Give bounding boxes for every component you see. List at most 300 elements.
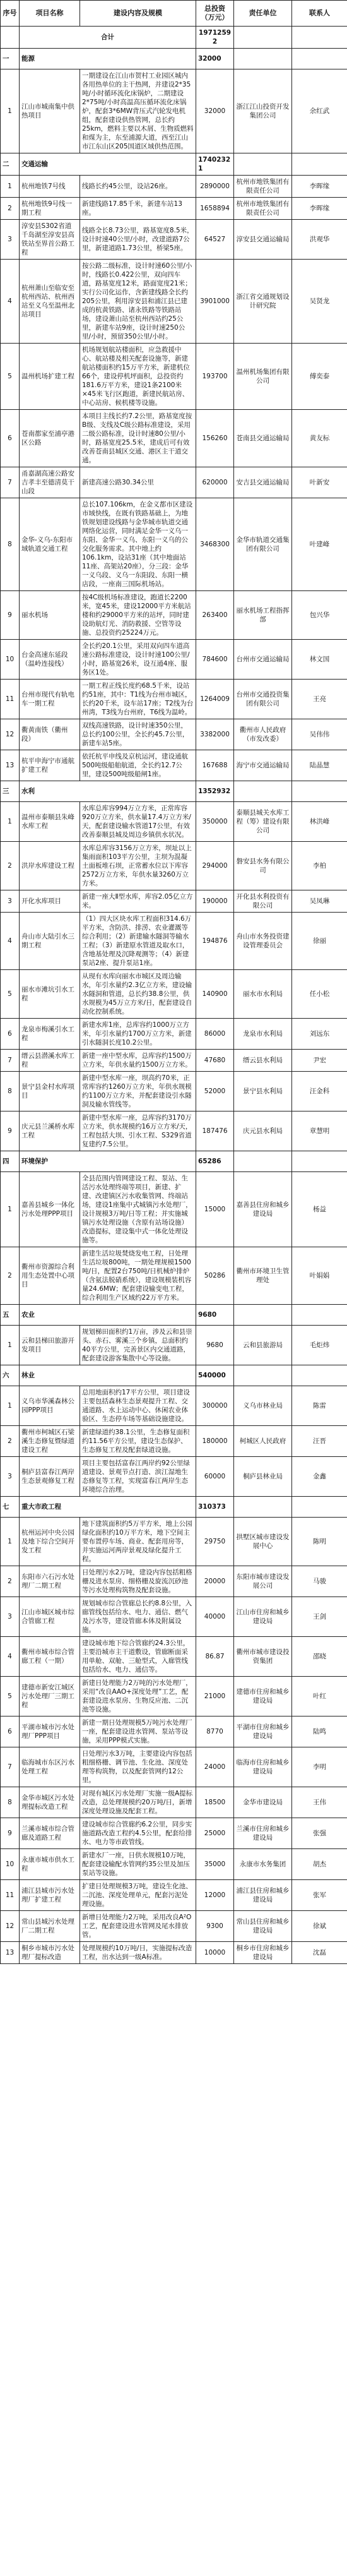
section-investment: 540000 [196,1365,234,1386]
section-row [1,153,347,176]
row-investment: 1658894 [196,198,234,220]
table-row [1,498,347,591]
row-content: 按4C级机场标准建设，跑道长2200米，宽45米，建设12000平方米航站楼和约29000平方米的站坪，同时建设助航灯光、消防救援、空管等设施、总投资约25224万元。 [80,591,196,640]
row-seq: 8 [1,1072,20,1111]
row-investment: 784600 [196,640,234,680]
row-investment: 294000 [196,842,234,890]
table-row [1,220,347,260]
row-investment: 29750 [196,1518,234,1566]
table-row [1,1326,347,1365]
header-investment: 总投资（万元） [196,1,234,27]
row-contact: 徐斌 [292,1911,347,1942]
row-investment: 1264009 [196,680,234,719]
section-row [1,1305,347,1326]
section-num: 五 [1,1305,20,1326]
section-unit-empty [234,1151,292,1172]
row-seq: 3 [1,890,20,913]
row-unit: 苍南县交通运输局 [234,410,292,467]
row-investment: 140900 [196,970,234,1019]
table-row [1,1787,347,1818]
row-seq: 1 [1,69,20,153]
row-content: 新建水厂一座，日供水规模10万吨，配套建设输配水管网约35公里及加压泵站等设施。 [80,1849,196,1880]
table-row [1,890,347,913]
row-contact: 张强 [292,1818,347,1849]
section-investment: 65286 [196,1151,234,1172]
section-title: 环境保护 [20,1151,196,1172]
row-seq: 13 [1,750,20,781]
row-seq: 9 [1,591,20,640]
table-row [1,198,347,220]
row-contact: 黄友标 [292,410,347,467]
section-num: 四 [1,1151,20,1172]
row-seq: 12 [1,719,20,750]
section-title: 能源 [20,49,196,69]
row-name: 丽水市滩坑引水工程 [20,970,80,1019]
row-unit: 舟山市水务投资建设管理委员会 [234,913,292,970]
row-unit: 丽水市水利局 [234,970,292,1019]
row-content: 按公路二级标准，设计时速60公里/小时，线路长0.422公里，双向四车道，路基宽度12米，路面宽度21米；实行公司化运作，含新建线路全长约205公里，利用淳安县和浦江县已建成的杭黄铁路、诸永铁路等铁路站场，建设萧山站至杭州西站约25公里，新建车站9座，设计时速250公里/小时，预留350公里/小时。 [80,260,196,344]
table-row [1,1716,347,1747]
row-seq: 11 [1,680,20,719]
row-content: 新建一座中型水库，总库容约1500万立方米，年供水量约1500万立方米。 [80,1050,196,1072]
table-row [1,1386,347,1426]
row-content: 一期工程正线长度约68.5千米，设站约51座，其中：T1线为台州市城区，长约20千米，设车站17座；T2线为台州湾，T3线为台州府，T6线为温岭。 [80,680,196,719]
row-content: 项目主要包括富春江两岸约92公里绿道建设、景观节点打造、滨江湿地生态修复等工程，实现富春江两岸生态环境综合治理。 [80,1457,196,1497]
section-contact-empty [292,1151,347,1172]
row-content: 依托杭平申线及京杭运河，建设通航500吨级船舶航道，全长约12.7公里，建设500吨级船闸1座。 [80,750,196,781]
row-name: 江山市城南集中供热项目 [20,69,80,153]
row-unit: 安吉县交通运输局 [234,467,292,498]
table-row [1,1457,347,1497]
row-investment: 12000 [196,1880,234,1911]
row-name: 台州市现代有轨电车一期工程 [20,680,80,719]
row-contact: 王伟 [292,1787,347,1818]
row-unit: 淳安县交通运输局 [234,220,292,260]
table-row [1,719,347,750]
table-row [1,1942,347,1964]
table-row [1,467,347,498]
row-name: 临海城市东区污水处理工程 [20,1747,80,1787]
row-unit: 柯城区人民政府 [234,1426,292,1457]
row-contact: 陆鸣 [292,1716,347,1747]
row-content: 全长约20.1公里，采用双向四车道高速公路标准建设，设计时速100公里/小时，路基宽26米，设互通4座、服务区1处。 [80,640,196,680]
header-contact: 联系人 [292,1,347,27]
row-name: 东阳市六石污水处理厂二期工程 [20,1566,80,1597]
section-unit-empty [234,1365,292,1386]
row-seq: 7 [1,467,20,498]
row-content: 线路长约45公里，设站26座。 [80,176,196,198]
row-unit: 金华市建设局 [234,1787,292,1818]
table-row [1,640,347,680]
row-name: 杭州地铁7号线 [20,176,80,198]
row-seq: 5 [1,1677,20,1716]
row-investment: 263400 [196,591,234,640]
row-investment: 15000 [196,1172,234,1247]
row-contact: 吴凤琳 [292,890,347,913]
row-name: 衢州市资源综合利用生态处置中心项目 [20,1247,80,1305]
row-content: 新建线路17.85千米，新建车站13座。 [80,198,196,220]
row-unit: 缙云县水利局 [234,1050,292,1072]
row-unit: 景宁县水利局 [234,1072,292,1111]
table-row [1,1597,347,1637]
row-investment: 35000 [196,1849,234,1880]
row-name: 桐乡市城市污水处理厂提标改造 [20,1942,80,1964]
row-unit: 杭州市地铁集团有限责任公司 [234,176,292,198]
row-contact: 毛炬炜 [292,1326,347,1365]
section-contact-empty [292,49,347,69]
row-name: 杭平申海宁市通航扩建工程 [20,750,80,781]
row-seq: 4 [1,260,20,344]
row-name: 兰溪市城市综合管廊及道路工程 [20,1818,80,1849]
row-seq: 1 [1,802,20,842]
row-content: 从现有水库向丽水市城区及周边输水，年引水量约2.3亿立方米，建设输水隧洞和管道，总长约38.8公里，供水规模为45万立方米/日，配套建设自动化控制系统。 [80,970,196,1019]
row-investment: 24000 [196,1747,234,1787]
row-contact: 汪晋 [292,1426,347,1457]
row-unit: 江山市住房和城乡建设局 [234,1597,292,1637]
section-row [1,781,347,802]
row-name: 洪岸水库建设工程 [20,842,80,890]
row-contact: 傅奕泰 [292,344,347,410]
row-content: 新建日处理能力2万吨的污水处理厂，采用“改良AAO+深度处理”工艺，配套建设进水泵房、生物反应池、二沉池等设施。 [80,1677,196,1716]
section-unit-empty [234,1305,292,1326]
row-content: 建设城市地下综合管廊约24.3公里，主要沿城市主干道敷设，管廊断面采用单舱、双舱、三舱型式，入廊管线包括给水、电力、通信等。 [80,1637,196,1677]
row-content: 扩建日处理规模3万吨，建设生化池、二沉池、深度处理单元，配套污泥处理设施。 [80,1880,196,1911]
row-seq: 7 [1,1747,20,1787]
row-content: 水库总库容3156万立方米，坝址以上集雨面积103平方公里，主坝为混凝土面板堆石坝，正常蓄水位以下库容2572万立方米，年供水量3260万立方米。 [80,842,196,890]
row-investment: 8770 [196,1716,234,1747]
row-unit: 海宁市交通运输局 [234,750,292,781]
row-investment: 156260 [196,410,234,467]
table-row [1,1050,347,1072]
table-row [1,1637,347,1677]
row-unit: 泰顺县城关水库工程（筹）建设有限公司 [234,802,292,842]
table-row [1,1566,347,1597]
row-content: 全县范围内管网建设工程、泵站、生活污水处理终端等项目，新建、扩建、改建镇区污水收集管网、终端站场，建设1座集中式城镇污水处理厂，设计规模3万吨/日等工程；并实施城镇污水处理设施（含原有站场设施）改造提标，建设集中式一体化处理设施等。 [80,1172,196,1247]
row-seq: 4 [1,1637,20,1677]
row-content: 水库总库容994万立方米，正常库容920万立方米，供水量17.4万立方米/天，配套建设输水管道17公里，有效改善泰顺县城及周边乡镇供水状况。 [80,802,196,842]
row-name: 苍南都家至浦亭港区公路 [20,410,80,467]
row-seq: 1 [1,1518,20,1566]
row-investment: 86000 [196,1019,234,1050]
row-seq: 3 [1,1457,20,1497]
row-unit: 衢州市城市建设投资集团 [234,1637,292,1677]
row-contact: 吴伟伟 [292,719,347,750]
row-unit: 嘉善县住房和城乡建设局 [234,1172,292,1247]
table-row [1,69,347,153]
row-contact: 邵晓 [292,1637,347,1677]
row-seq: 2 [1,1426,20,1457]
row-unit: 衢州市人民政府（市发改委） [234,719,292,750]
row-name: 义乌市华溪森林公园PPP项目 [20,1386,80,1426]
row-name: 杭州地铁9号线一期工程 [20,198,80,220]
row-content: 总用地面积约17平方公里，项目建设主要包括森林生态景观提升工程、交通道路、水上运动中心、休闲农业体验区、生态停车场等基础设施建设。 [80,1386,196,1426]
row-name: 平湖市城市污水处理厂PPP项目 [20,1716,80,1747]
table-row [1,1426,347,1457]
row-contact: 李明 [292,1747,347,1787]
row-unit: 建德市住房和城乡建设局 [234,1677,292,1716]
row-investment: 3901000 [196,260,234,344]
row-unit: 桐庐县林业局 [234,1457,292,1497]
row-seq: 1 [1,1172,20,1247]
row-content: 机场规划航站楼面积，应急救援中心、航站楼及相关配套设施等，新建航站楼面积约15万平方米，新建机位66个，建设停机坪面积，总投资约181.6万平方米，建设1条2100米×45米飞行区跑道，新建民航站房、中心站房、候机楼等设施。 [80,344,196,410]
row-contact: 尹宏 [292,1050,347,1072]
row-investment: 3382000 [196,719,234,750]
table-row [1,1818,347,1849]
row-content: 日处理污水3万吨，主要建设内容包括粗细格栅、调节池、生化池、深度处理等构筑物，以及配套管网约12公里。 [80,1747,196,1787]
row-seq: 3 [1,1597,20,1637]
table-row [1,750,347,781]
row-content: 新增日处理能力2万吨，采用改良A²O工艺，配套建设进水管网及尾水排放管。 [80,1911,196,1942]
row-seq: 9 [1,1818,20,1849]
table-row [1,1072,347,1111]
section-row [1,1497,347,1518]
row-seq: 13 [1,1942,20,1964]
row-content: 新建生活垃圾焚烧发电工程，日处理生活垃圾800吨，一期处理规模1500吨/日，配置2台750吨/日机械炉排炉（含氨法脱硝系统），建设规模装机容量24.6MW；配套建设输变电工程，综合利用生产区域约22万平方米。 [80,1247,196,1305]
header-seq: 序号 [1,1,20,27]
row-investment: 187476 [196,1111,234,1151]
row-contact: 包兴华 [292,591,347,640]
row-content: 规划城市综合管廊总长约8.8公里，入廊管线包括给水、电力、通信、燃气及污水等，建设管廊本体及附属设施。 [80,1597,196,1637]
table-row [1,1880,347,1911]
table-row [1,1019,347,1050]
row-name: 台金高速东延段（温岭连接线） [20,640,80,680]
row-contact: 胡杰 [292,1849,347,1880]
section-row [1,1151,347,1172]
row-content: 新建水库1座，总库容约1000万立方米，年引水量约1700万立方米，新建引水隧洞长度10.2公里。 [80,1019,196,1050]
section-title: 交通运输 [20,153,196,176]
row-name: 开化水库项目 [20,890,80,913]
row-investment: 2890000 [196,176,234,198]
row-content: 新建一期日处理规模5万吨污水处理厂一座，配套建设进水管网、泵站等设施，采用PPP模式实施。 [80,1716,196,1747]
row-name: 嘉善县城乡一体化污水处理PPP项目 [20,1172,80,1247]
header-name: 项目名称 [20,1,80,27]
section-contact-empty [292,1365,347,1386]
row-contact: 洪观华 [292,220,347,260]
section-contact-empty [292,781,347,802]
row-content: 新建高速公路30.34公里 [80,467,196,498]
section-num: 七 [1,1497,20,1518]
section-unit-empty [234,781,292,802]
row-name: 常山县城污水处理厂二期工程 [20,1911,80,1942]
row-name: 杭州运河中央公园及地下综合空间开发工程 [20,1518,80,1566]
table-row [1,344,347,410]
row-unit: 温州机场集团有限公司 [234,344,292,410]
table-row [1,842,347,890]
row-seq: 12 [1,1911,20,1942]
row-contact: 李柏 [292,842,347,890]
row-contact: 杨益 [292,1172,347,1247]
row-contact: 徐丽 [292,913,347,970]
row-seq: 6 [1,410,20,467]
table-row [1,1518,347,1566]
row-contact: 李晖缘 [292,198,347,220]
table-row [1,680,347,719]
row-name: 景宁县金村水库项目 [20,1072,80,1111]
row-investment: 20000 [196,1566,234,1597]
row-investment: 9680 [196,1326,234,1365]
row-name: 衢黄南铁（衢州段） [20,719,80,750]
row-unit: 浙江省交通规划设计研究院 [234,260,292,344]
row-content: 新建中型水库一座，坝高约70米，正常库容约1260万立方米，年供水规模约1100万立方米，并配套建设引水隧洞及输水管线等。 [80,1072,196,1111]
table-row [1,410,347,467]
row-seq: 8 [1,1787,20,1818]
row-seq: 6 [1,1716,20,1747]
row-unit: 庆元县水利局 [234,1111,292,1151]
row-contact: 陆晶慧 [292,750,347,781]
row-unit: 龙泉市水利局 [234,1019,292,1050]
row-unit: 丽水机场工程指挥部 [234,591,292,640]
row-seq: 2 [1,1566,20,1597]
row-unit: 平湖市住房和城乡建设局 [234,1716,292,1747]
row-name: 温州机场扩建工程 [20,344,80,410]
row-investment: 620000 [196,467,234,498]
section-num: 一 [1,49,20,69]
section-num: 二 [1,153,20,176]
row-seq: 3 [1,220,20,260]
row-content: 处理规模约10万吨/日，实施提标改造工程，出水达到一级A标准。 [80,1942,196,1964]
row-investment: 50286 [196,1247,234,1305]
row-name: 丽水机场 [20,591,80,640]
row-unit: 台州市交通运输局 [234,640,292,680]
row-investment: 86.87 [196,1637,234,1677]
row-contact: 王亮 [292,680,347,719]
row-name: 衢州市柯城区石梁溪生态修复暨绿道建设工程 [20,1426,80,1457]
row-seq: 5 [1,970,20,1019]
total-row [1,27,347,49]
section-title: 林业 [20,1365,196,1386]
row-unit: 东阳市城市建设发展公司 [234,1566,292,1597]
row-investment: 3468300 [196,498,234,591]
row-unit: 浙江江山投资开发集团公司 [234,69,292,153]
row-investment: 25000 [196,1818,234,1849]
row-contact: 沈磊 [292,1942,347,1964]
row-unit: 浦江县住房和城乡建设局 [234,1880,292,1911]
row-name: 桐庐县富春江两岸生态景观修复工程 [20,1457,80,1497]
row-seq: 1 [1,176,20,198]
row-investment: 167688 [196,750,234,781]
row-content: 地下建筑面积约5万平方米，地上公园绿化面积约10万平方米，地下空间主要布置停车场、商业、配套用房等，并实施运河两岸景观及绿化提升工程。 [80,1518,196,1566]
row-seq: 6 [1,1019,20,1050]
row-contact: 叶红 [292,1677,347,1716]
row-unit: 金华市轨道交通集团有限公司 [234,498,292,591]
table-row [1,970,347,1019]
section-num: 三 [1,781,20,802]
row-unit: 衢州市环境卫生管理处 [234,1247,292,1305]
row-name: 建德市新安江城区污水处理厂三期工程 [20,1677,80,1716]
header-row [1,1,347,27]
row-investment: 193700 [196,344,234,410]
row-contact: 叶娟娟 [292,1247,347,1305]
row-investment: 32000 [196,69,234,153]
section-contact-empty [292,1497,347,1518]
row-seq: 9 [1,1111,20,1151]
row-contact: 叶新安 [292,467,347,498]
row-name: 杭州萧山至临安至杭州西站、杭州西站至义乌至温州北站项目 [20,260,80,344]
row-seq: 8 [1,498,20,591]
row-content: 总长107.106km，在金义都市区建设市域快线，在既有铁路基础上，为地铁规划建设线路与金华城市轨道交通网络化运营，同时满足金华一义乌一东阳、金华一义乌、东阳一义乌的公交化服务需求。其中地上约106.1km，设站31座（其中地面站11座、高架站20座），分三段：金华一义乌段、义乌一东阳段、东阳一横店段，一座南三国际机场站。 [80,498,196,591]
row-unit: 常山县住房和城乡建设局 [234,1911,292,1942]
row-content: 对现有城区污水处理厂实施一级A提标改造，总处理规模约20万吨/日，新增深度处理设施及配套工程。 [80,1787,196,1818]
table-row [1,913,347,970]
row-unit: 兰溪市住房和城乡建设局 [234,1818,292,1849]
total-label: 合计 [20,27,196,49]
section-investment: 1352932 [196,781,234,802]
section-title: 农业 [20,1305,196,1326]
row-seq: 1 [1,1386,20,1426]
row-investment: 18500 [196,1787,234,1818]
section-investment: 9680 [196,1305,234,1326]
row-seq: 5 [1,344,20,410]
section-row [1,49,347,69]
row-contact: 金鑫 [292,1457,347,1497]
row-contact: 林文国 [292,640,347,680]
section-num: 六 [1,1365,20,1386]
row-investment: 194876 [196,913,234,970]
row-unit: 台州市交通投资集团有限公司 [234,680,292,719]
row-seq: 4 [1,913,20,970]
row-investment: 190000 [196,890,234,913]
section-investment: 32000 [196,49,234,69]
row-content: 本项目主线长约7.2公里，路基宽度按B级、支线及C级公路标准建设，采用二级公路标准，设计时速80公里/小时，路基宽度25.5米，建成后可有效改善苍南县城区交通、港区主干道交通。 [80,410,196,467]
section-contact-empty [292,1305,347,1326]
header-content: 建设内容及规模 [80,1,196,27]
row-name: 云和县梯田旅游开发项目 [20,1326,80,1365]
table-row [1,591,347,640]
section-unit-empty [234,49,292,69]
row-unit: 杭州市地铁集团有限责任公司 [234,198,292,220]
table-row [1,1747,347,1787]
row-contact: 汪金科 [292,1072,347,1111]
table-row [1,1677,347,1716]
total-investment: 19712592 [196,27,234,49]
row-unit: 云和县旅游局 [234,1326,292,1365]
section-title: 水利 [20,781,196,802]
row-contact: 任小松 [292,970,347,1019]
row-seq: 1 [1,1326,20,1365]
row-contact: 李晖缘 [292,176,347,198]
row-investment: 47680 [196,1050,234,1072]
row-name: 金华-义乌-东阳市域轨道交通工程 [20,498,80,591]
row-contact: 刘远东 [292,1019,347,1050]
row-content: 新建一座大Ⅱ型水库，库容2.05亿立方米。 [80,890,196,913]
row-seq: 10 [1,640,20,680]
table-row [1,802,347,842]
row-content: （1）四大区块水库工程面积314.6万平方米，含防洪、排涝、农业灌溉等综合利用；（2）新建输水隧洞等输水工程；（3）新建原水管道及取水口，含地基处理及沉降观测等；（4）新建泵站2座、提升泵站1座。 [80,913,196,970]
section-unit-empty [234,153,292,176]
table-row [1,1911,347,1942]
row-unit: 临海市住房和城乡建设局 [234,1747,292,1787]
row-investment: 350000 [196,802,234,842]
table-row [1,260,347,344]
row-unit: 永康市水务集团 [234,1849,292,1880]
row-name: 龙泉市梅溪引水工程 [20,1019,80,1050]
row-contact: 章慧明 [292,1111,347,1151]
row-content: 日处理污水2万吨，建设内容包括粗格栅及进水泵房、细格栅及旋流沉砂池等污水处理构筑物及配套设施。 [80,1566,196,1597]
row-name: 淳安县S302省道千岛湖至淳安县高铁站至界首公路工程 [20,220,80,260]
table-row [1,1849,347,1880]
row-investment: 10000 [196,1942,234,1964]
row-name: 甬嘉湖高速公路安吉孝丰至德清莫干山段 [20,467,80,498]
row-contact: 张军 [292,1880,347,1911]
row-unit: 开化县水利投资有限公司 [234,890,292,913]
row-unit: 义乌市林业局 [234,1386,292,1426]
row-contact: 叶建峰 [292,498,347,591]
row-name: 温州市泰顺县朱峰水库工程 [20,802,80,842]
section-investment: 310373 [196,1497,234,1518]
row-name: 舟山市大陆引水三期工程 [20,913,80,970]
row-investment: 64527 [196,220,234,260]
table-row [1,176,347,198]
